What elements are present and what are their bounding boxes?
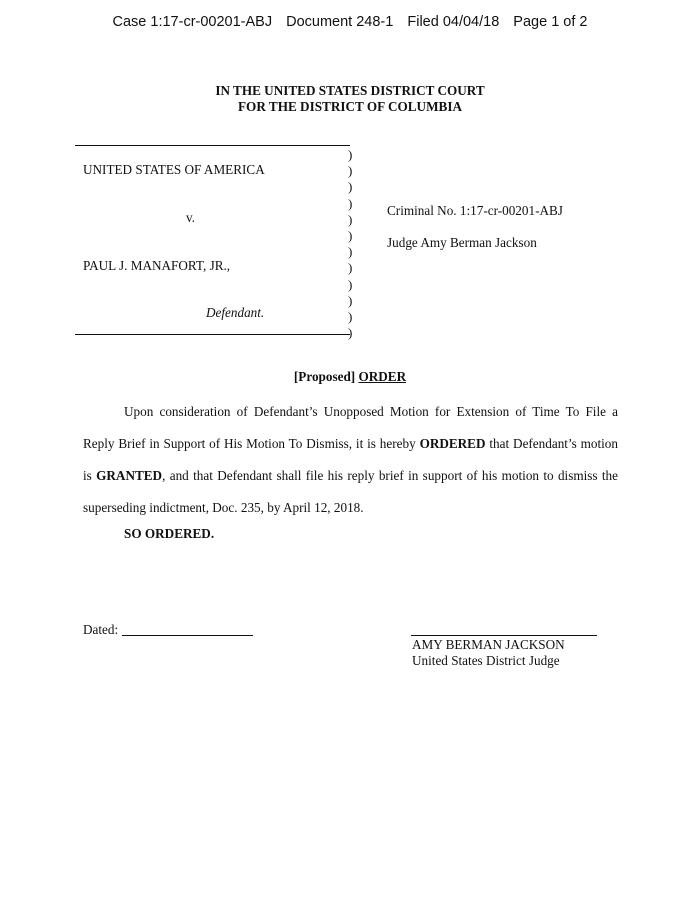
dated-label: Dated: — [83, 622, 119, 637]
ordered-keyword: ORDERED — [419, 436, 486, 451]
criminal-number: Criminal No. 1:17-cr-00201-ABJ — [387, 203, 563, 218]
order-paragraph — [83, 396, 618, 524]
order-text-part1: Upon consideration of Defendant’s Unopposed Motion for Extension of Time To File a Reply Brief in Support of His Motion To Dismiss, it is hereby — [83, 404, 618, 451]
granted-keyword: GRANTED — [96, 468, 163, 483]
defendant-name: PAUL J. MANAFORT, JR., — [83, 258, 231, 273]
plaintiff-name: UNITED STATES OF AMERICA — [83, 162, 265, 177]
proposed-label: [Proposed] — [293, 369, 356, 384]
defendant-role: Defendant. — [206, 305, 265, 320]
court-name-line1: IN THE UNITED STATES DISTRICT COURT — [215, 83, 485, 98]
so-ordered: SO ORDERED. — [124, 526, 215, 541]
assigned-judge: Judge Amy Berman Jackson — [387, 235, 537, 250]
judge-title: United States District Judge — [412, 653, 560, 668]
caption-parentheses: ) ) ) ) ) ) ) ) ) ) ) ) — [348, 147, 353, 341]
order-title — [0, 369, 700, 385]
page-indicator: Page 1 of 2 — [513, 14, 588, 30]
date-signature-line — [122, 635, 253, 636]
versus: v. — [186, 210, 196, 225]
judge-name: AMY BERMAN JACKSON — [412, 637, 565, 652]
filing-header — [0, 14, 700, 30]
court-name-line2: FOR THE DISTRICT OF COLUMBIA — [238, 99, 462, 114]
filed-date: Filed 04/04/18 — [407, 14, 500, 30]
order-text-part3: , and that Defendant shall file his reply brief in support of his motion to dismiss the superseding indictment, Doc. 235, by April 12, 2018. — [83, 468, 618, 515]
caption-top-rule — [75, 145, 350, 146]
order-label: ORDER — [358, 369, 407, 384]
order-text-part2: that Defendant’s motion is — [83, 436, 618, 483]
judge-signature-line — [411, 635, 597, 636]
document-number: Document 248-1 — [286, 14, 394, 30]
caption-bottom-rule — [75, 334, 350, 335]
case-number: Case 1:17-cr-00201-ABJ — [112, 14, 273, 30]
